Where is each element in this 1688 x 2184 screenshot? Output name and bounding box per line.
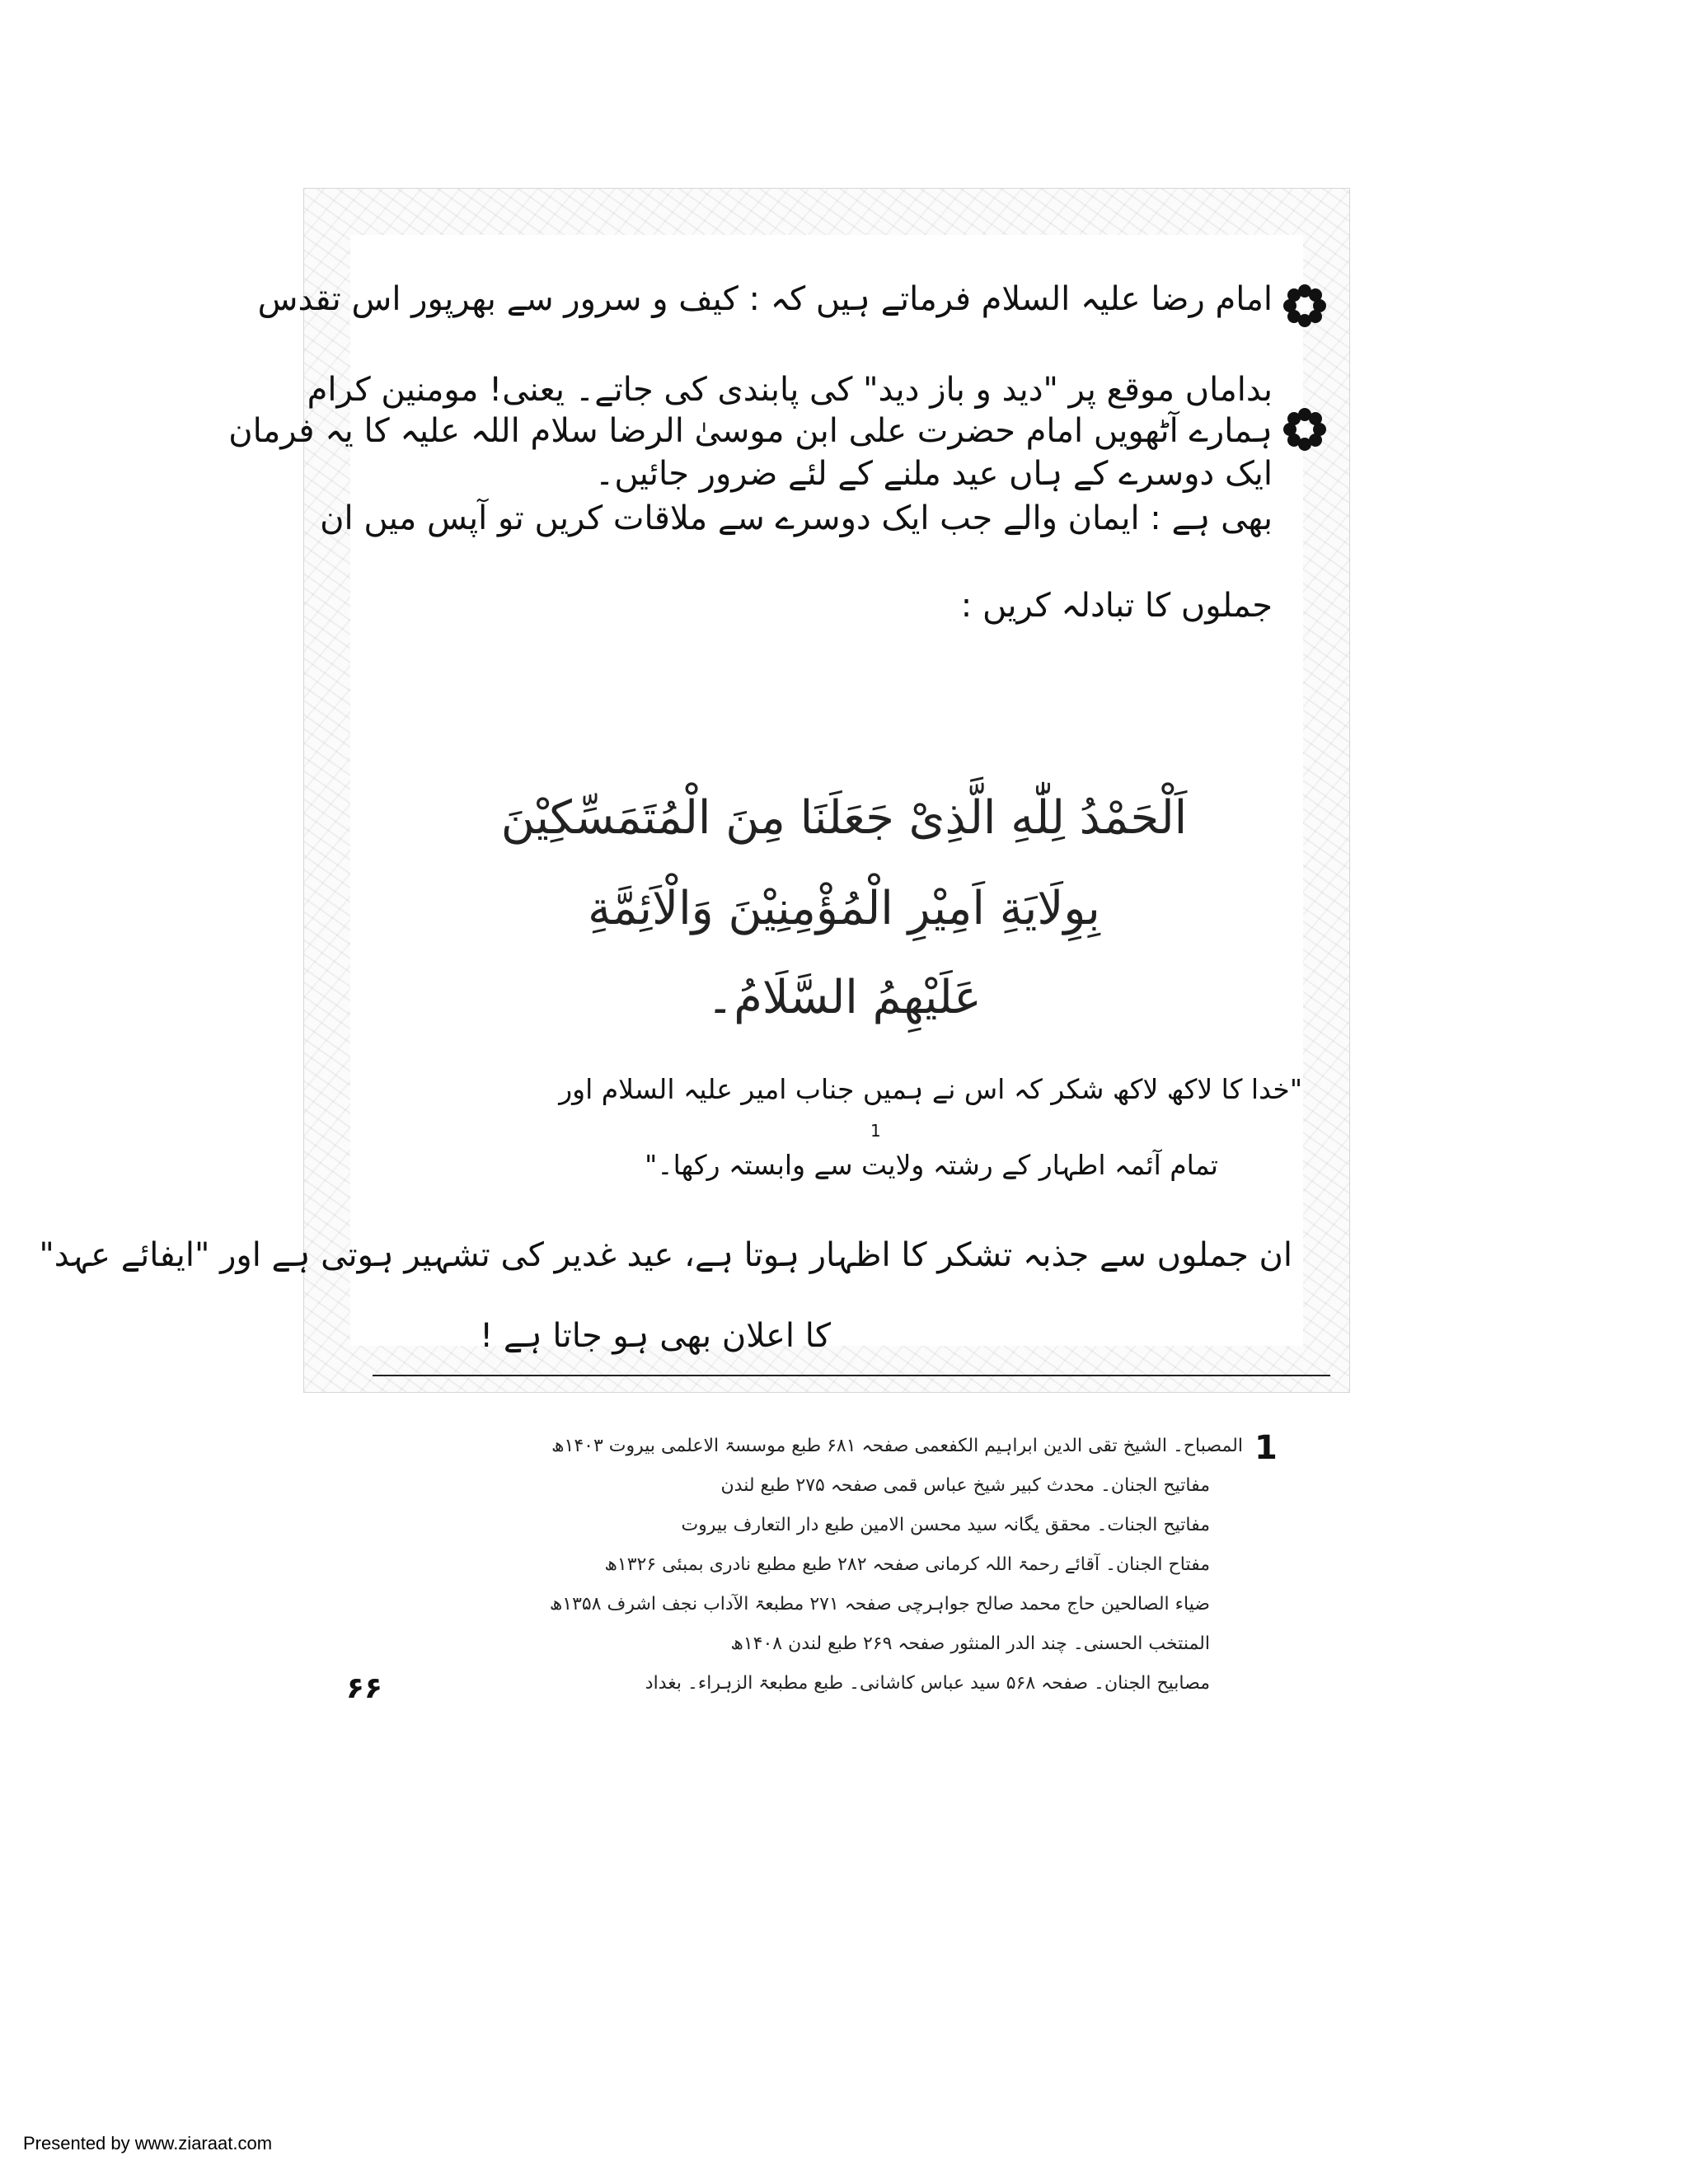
footnote-line1: المصباح۔ الشیخ تقی الدین ابراہیم الکفعمی صفحہ ۶۸۱ طبع موسسۃ الاعلمی بیروت ۱۴۰۳ھ	[551, 1436, 1243, 1456]
paragraph3-line2: کا اعلان بھی ہو جاتا ہے !	[480, 1317, 831, 1355]
arabic-dua-line2: بِوِلَایَةِ اَمِیْرِ الْمُؤْمِنِیْنَ وَالْاَئِمَّةِ	[588, 882, 1100, 935]
translation-footnote-ref: 1	[870, 1121, 881, 1141]
footnote-divider	[373, 1375, 1330, 1376]
paragraph1-line2: بداماں موقع پر "دید و باز دید" کی پابندی کی جاتے۔ یعنی! مومنین کرام	[307, 371, 1273, 409]
footnote-line2: مفاتیح الجنان۔ محدث کبیر شیخ عباس قمی صفحہ ۲۷۵ طبع لندن	[720, 1475, 1210, 1496]
paragraph1-line3: ایک دوسرے کے ہاں عید ملنے کے لئے ضرور جائیں۔	[594, 455, 1273, 493]
page-border-frame	[303, 188, 1350, 1393]
footnote-marker: 1	[1254, 1429, 1278, 1467]
translation-line2: تمام آئمہ اطہار کے رشتہ ولایت سے وابستہ رکھا۔"	[645, 1149, 1218, 1181]
flower-bullet-icon	[1282, 407, 1327, 452]
footnote-line7: مصابیح الجنان۔ صفحہ ۵۶۸ سید عباس کاشانی۔ طبع مطبعۃ الزہراء۔ بغداد	[645, 1673, 1210, 1694]
paragraph2-line1: ہمارے آٹھویں امام حضرت علی ابن موسیٰ الرضا سلام اللہ علیہ کا یہ فرمان	[228, 412, 1273, 450]
flower-bullet-icon	[1282, 284, 1327, 328]
paragraph2-line2: بھی ہے : ایمان والے جب ایک دوسرے سے ملاقات کریں تو آپس میں ان	[320, 499, 1273, 537]
footnote-line6: المنتخب الحسنی۔ چند الدر المنثور صفحہ ۲۶۹ طبع لندن ۱۴۰۸ھ	[730, 1633, 1210, 1654]
footnote-line5: ضیاء الصالحین حاج محمد صالح جواہرچی صفحہ ۲۷۱ مطبعۃ الآداب نجف اشرف ۱۳۵۸ھ	[549, 1594, 1210, 1615]
arabic-dua-line3: عَلَیْهِمُ السَّلَامُ۔	[706, 971, 982, 1024]
translation-line1: "خدا کا لاکھ لاکھ شکر کہ اس نے ہمیں جناب امیر علیہ السلام اور	[559, 1073, 1302, 1105]
presented-by-footer: Presented by www.ziaraat.com	[23, 2133, 273, 2154]
paragraph2-line3: جملوں کا تبادلہ کریں :	[960, 587, 1273, 625]
footnote-line3: مفاتیح الجنات۔ محقق یگانہ سید محسن الامین طبع دار التعارف بیروت	[681, 1515, 1210, 1535]
footnote-line4: مفتاح الجنان۔ آقائے رحمۃ اللہ کرمانی صفحہ ۲۸۲ طبع مطبع نادری بمبئی ۱۳۲۶ھ	[604, 1554, 1210, 1575]
page-number: ۶۶	[346, 1671, 382, 1705]
paragraph1-line1: امام رضا علیہ السلام فرماتے ہیں کہ : کیف و سرور سے بھرپور اس تقدس	[257, 280, 1273, 318]
paragraph3-line1: ان جملوں سے جذبہ تشکر کا اظہار ہوتا ہے، عید غدیر کی تشہیر ہوتی ہے اور "ایفائے عہد"	[39, 1236, 1292, 1274]
arabic-dua-line1: اَلْحَمْدُ لِلّٰهِ الَّذِیْ جَعَلَنَا مِنَ الْمُتَمَسِّکِیْنَ	[500, 791, 1188, 845]
